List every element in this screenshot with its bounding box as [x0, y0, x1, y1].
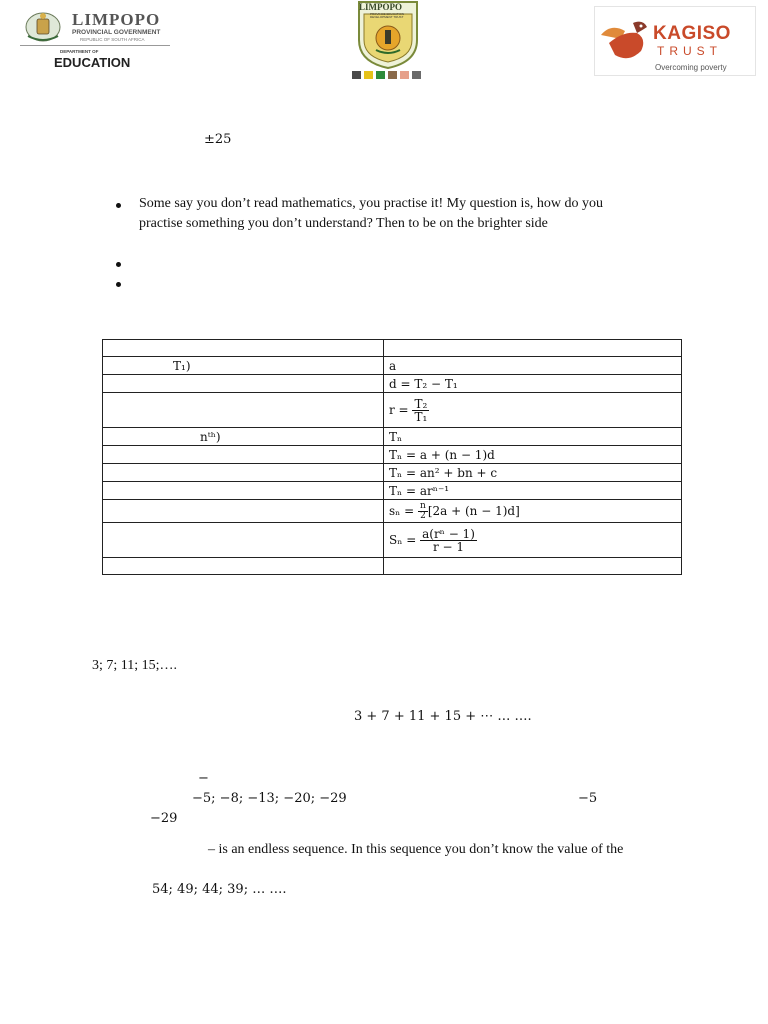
stripe-swatch [376, 71, 385, 79]
table-row [103, 464, 682, 482]
republic-label: REPUBLIC OF SOUTH AFRICA [80, 37, 145, 42]
formula-a: a [389, 358, 397, 373]
logo-divider [20, 45, 170, 46]
kagiso-tagline: Overcoming poverty [655, 63, 727, 72]
limpopo-title: LIMPOPO [72, 10, 161, 29]
limpopo-government-logo [20, 10, 180, 72]
bullet-point [116, 203, 121, 208]
table-row [103, 446, 682, 464]
formula-quadratic-term: Tₙ = an² + bn + c [389, 465, 498, 480]
kagiso-trust-logo [594, 6, 756, 76]
provincial-government-label: PROVINCIAL GOVERNMENT [72, 29, 161, 36]
sequence-example-1: 3; 7; 11; 15;…. [92, 658, 178, 673]
bullet-point [116, 282, 121, 287]
stripe-swatch [352, 71, 361, 79]
series-example-1: 3 + 7 + 11 + 15 + ⋯ … …. [354, 709, 532, 724]
table-row [103, 482, 682, 500]
formula-ratio-lhs: r = [389, 402, 409, 417]
formula-arithmetic-sum-rhs: [2a + (n − 1)d] [427, 503, 520, 518]
sequence-example-3: 54; 49; 44; 39; … …. [152, 882, 287, 897]
table-row [103, 428, 682, 446]
bullet-text-line-1: Some say you don’t read mathematics, you practise it! My question is, how do you [139, 196, 604, 211]
minus-sign: − [198, 771, 209, 786]
coat-of-arms-icon [22, 10, 64, 44]
plus-minus-25: ±25 [204, 132, 232, 147]
kagiso-name: KAGISO [653, 23, 731, 44]
stripe-swatch [388, 71, 397, 79]
table-row [103, 523, 682, 558]
formula-geometric-sum-fraction: $\frac{\text{a(rⁿ − 1)}}{r - 1}$ [422, 526, 475, 554]
table-row [103, 393, 682, 428]
table-row [103, 375, 682, 393]
table-row [103, 500, 682, 523]
stripe-swatch [364, 71, 373, 79]
nth-term-label: nᵗʰ) [200, 429, 221, 444]
bird-logo-icon [597, 13, 653, 65]
bullet-point [116, 262, 121, 267]
formula-arithmetic-term: Tₙ = a + (n − 1)d [389, 447, 495, 462]
table-row [103, 558, 682, 575]
formula-table [102, 339, 682, 575]
endless-sequence-text: – is an endless sequence. In this sequence you don’t know the value of the [208, 842, 624, 857]
formula-tn: Tₙ [389, 429, 403, 444]
formula-arithmetic-sum-lhs: sₙ = [389, 503, 415, 518]
formula-ratio-fraction: $\frac{\text{T₂}}{\text{T₁}}$ [414, 396, 428, 424]
education-label: EDUCATION [54, 55, 131, 70]
education-trust-crest [356, 0, 426, 82]
crest-subtitle: PROVINCE EDUCATION DEVELOPMENT TRUST [370, 12, 404, 19]
first-term-value: −5 [578, 791, 598, 806]
stripe-swatch [400, 71, 409, 79]
color-stripe [352, 71, 424, 79]
stripe-swatch [412, 71, 421, 79]
department-of-label: DEPARTMENT OF [60, 49, 99, 54]
table-row [103, 340, 682, 357]
first-term-label: T₁) [173, 358, 191, 373]
trust-label: TRUST [657, 44, 722, 58]
last-term-value: −29 [150, 811, 178, 826]
sequence-example-2: −5; −8; −13; −20; −29 [192, 791, 347, 806]
formula-common-difference: d = T₂ − T₁ [389, 376, 458, 391]
formula-geometric-sum-lhs: Sₙ = [389, 532, 417, 547]
bullet-text-line-2: practise something you don’t understand? Then to be on the brighter side [139, 216, 548, 231]
formula-geometric-term: Tₙ = arⁿ⁻¹ [389, 483, 450, 498]
formula-arithmetic-sum-fraction: $\frac{n}{2}$ [420, 500, 426, 521]
crest-title: LIMPOPO [359, 2, 402, 12]
table-row [103, 357, 682, 375]
